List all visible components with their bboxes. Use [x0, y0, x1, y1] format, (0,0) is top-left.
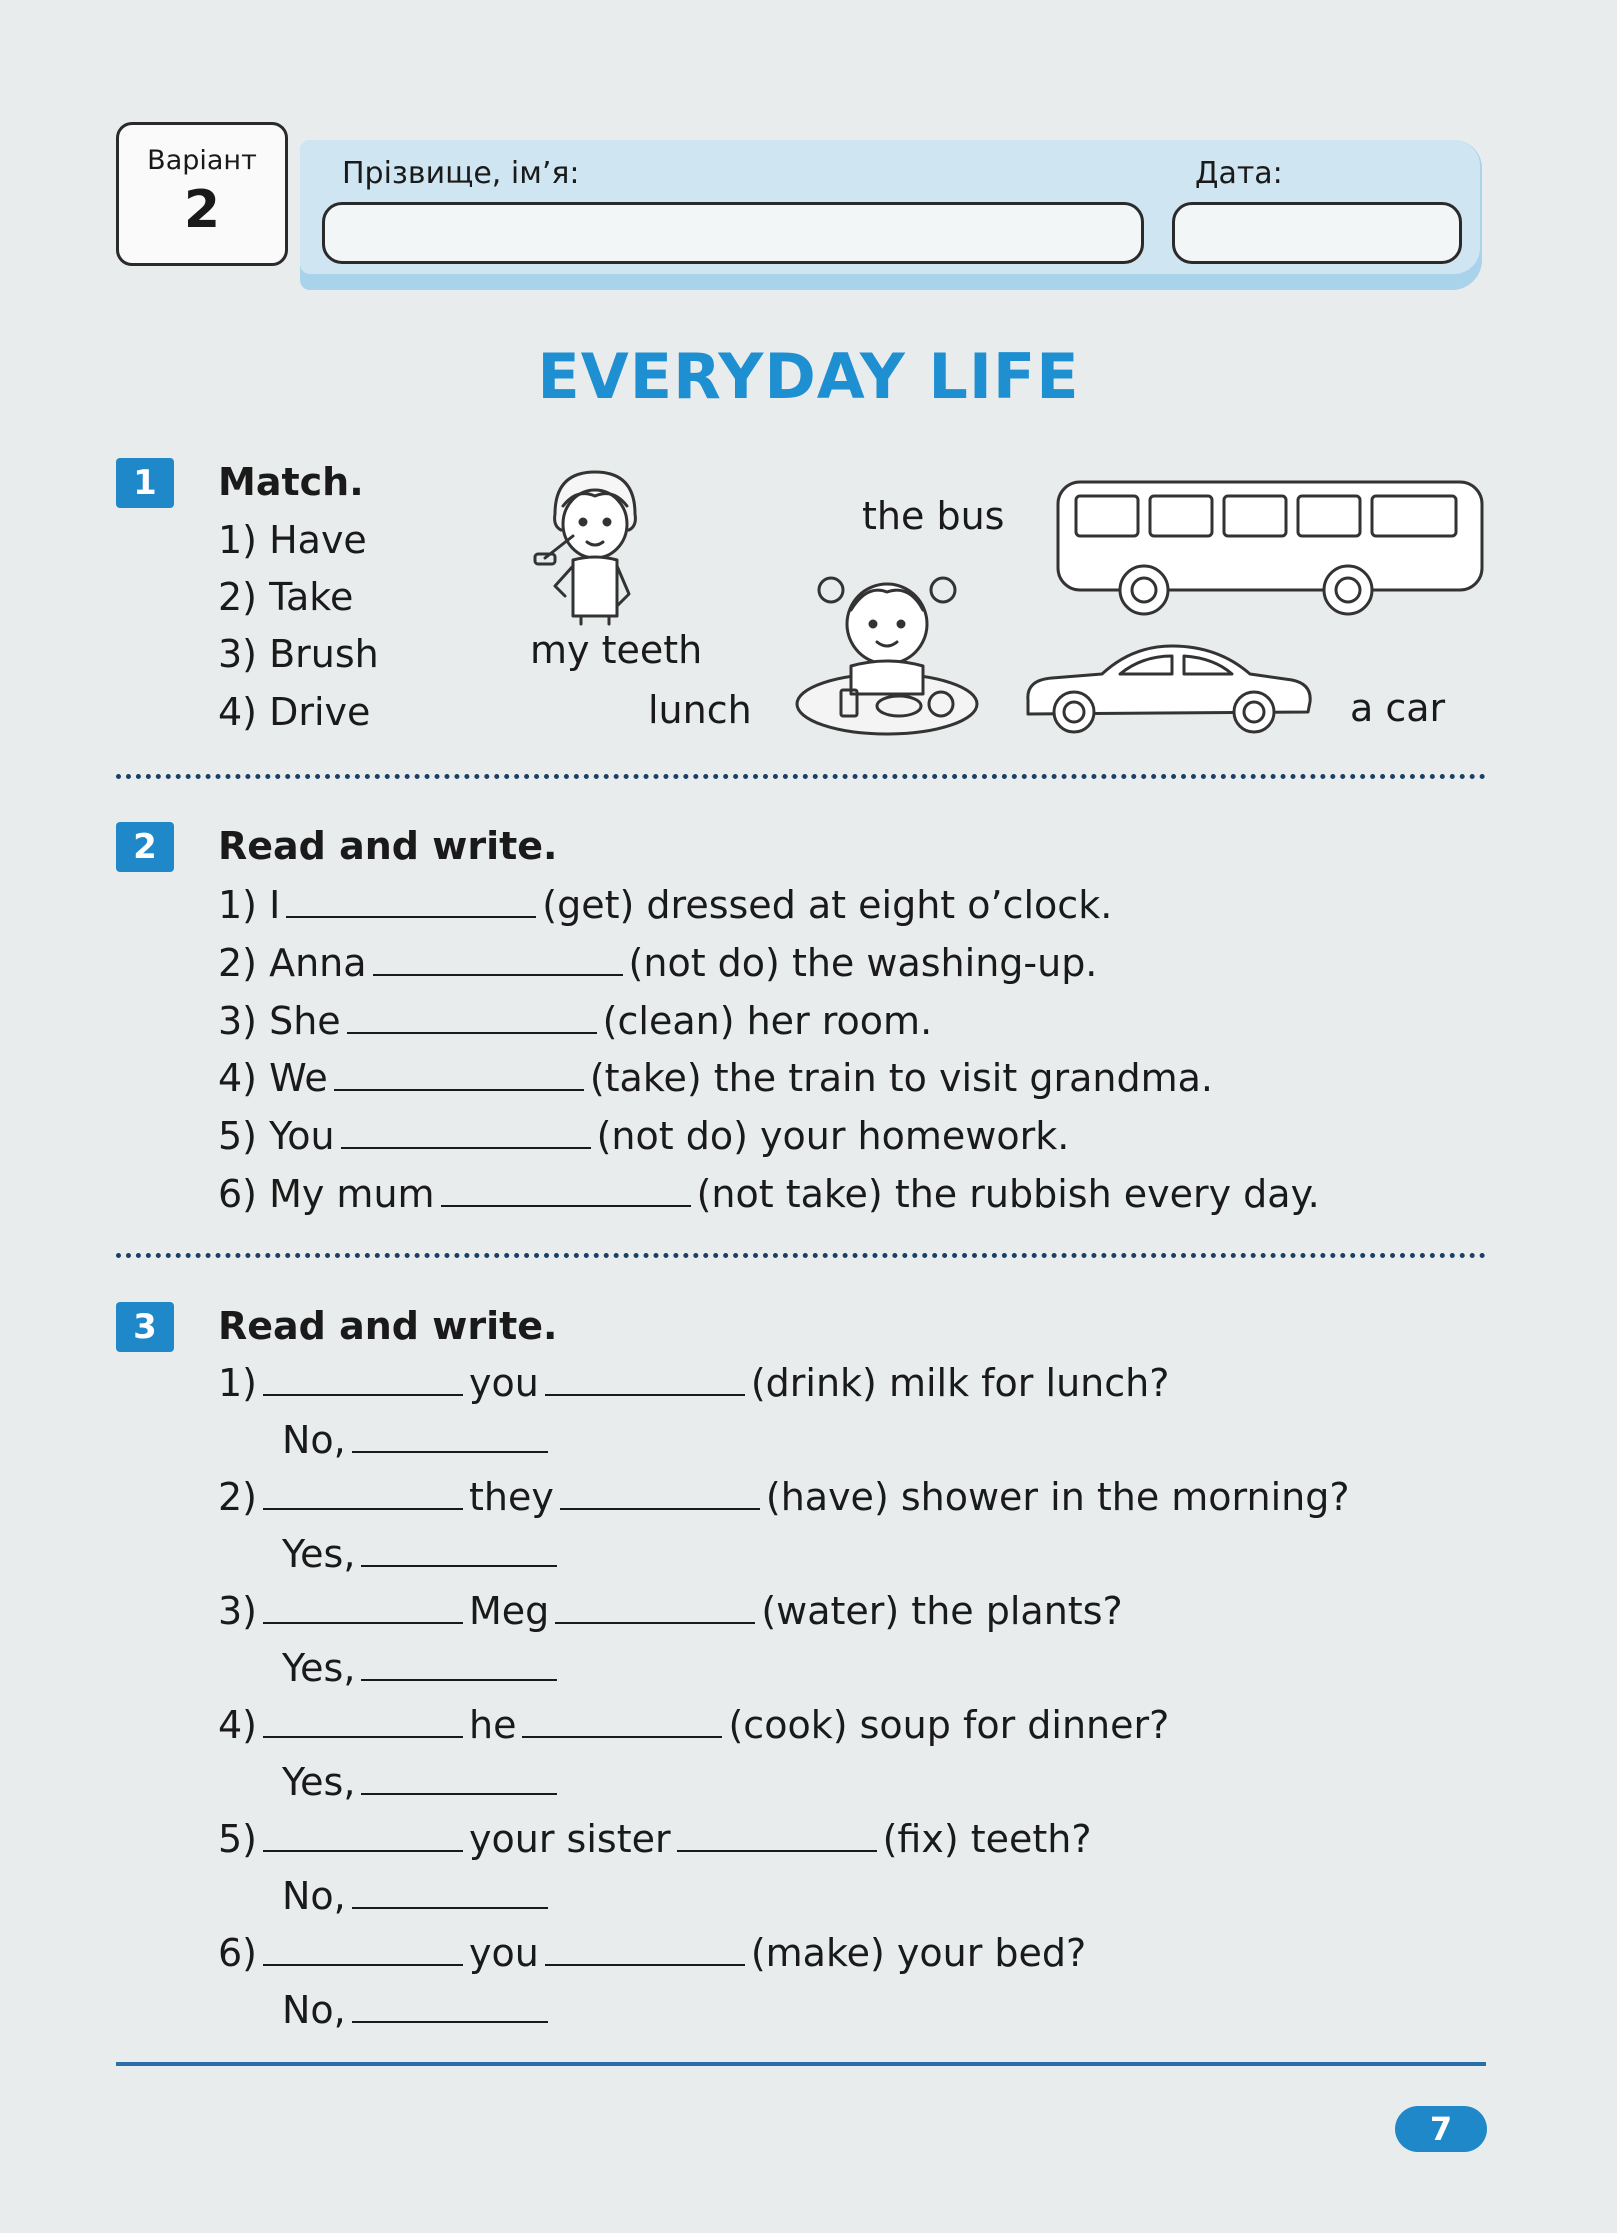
variant-box [116, 122, 288, 266]
task-2-line-2-end: (not do) the washing-up. [628, 941, 1098, 985]
task-1-number: 1 [116, 458, 174, 508]
answer-start: Yes, [282, 1760, 356, 1804]
answer-start: Yes, [282, 1646, 356, 1690]
answer-blank[interactable] [361, 1759, 557, 1795]
divider-1 [116, 774, 1486, 779]
answer-start: No, [282, 1418, 346, 1462]
question-number: 5) [218, 1817, 258, 1861]
answer-blank[interactable] [361, 1531, 557, 1567]
answer-blank[interactable] [555, 1588, 755, 1624]
question-number: 6) [218, 1931, 258, 1975]
question-subject: your sister [469, 1817, 671, 1861]
task-2-line-1-start: 1) I [218, 883, 281, 927]
task-2-number: 2 [116, 822, 174, 872]
answer-start: No, [282, 1874, 346, 1918]
answer-blank[interactable] [263, 1702, 463, 1738]
task-2-line-5-end: (not do) your homework. [596, 1114, 1070, 1158]
answer-blank[interactable] [560, 1474, 760, 1510]
answer-blank[interactable] [677, 1816, 877, 1852]
task-2-line-6-start: 6) My mum [218, 1172, 435, 1216]
question-number: 3) [218, 1589, 258, 1633]
boy-brushing-teeth-icon [525, 466, 665, 626]
question-subject: you [469, 1361, 539, 1405]
question-subject: Meg [469, 1589, 550, 1633]
task-3-answer-2 [282, 1531, 563, 1576]
task-2-line-6-end: (not take) the rubbish every day. [696, 1172, 1320, 1216]
answer-blank[interactable] [441, 1171, 691, 1207]
question-subject: he [469, 1703, 517, 1747]
answer-start: No, [282, 1988, 346, 2032]
task-2-line-2-start: 2) Anna [218, 941, 367, 985]
task-1-item-4: 4) Drive [218, 690, 371, 734]
task-3-question-5 [218, 1816, 1092, 1861]
task-3-number: 3 [116, 1302, 174, 1352]
task-3-question-2 [218, 1474, 1350, 1519]
word-the-bus: the bus [862, 494, 1005, 538]
answer-blank[interactable] [263, 1474, 463, 1510]
task-2-line-1 [218, 882, 1112, 927]
bottom-rule [116, 2062, 1486, 2066]
word-a-car: a car [1350, 686, 1446, 730]
answer-blank[interactable] [263, 1816, 463, 1852]
question-end: (cook) soup for dinner? [728, 1703, 1170, 1747]
task-2-line-1-end: (get) dressed at eight o’clock. [542, 883, 1113, 927]
answer-blank[interactable] [522, 1702, 722, 1738]
answer-blank[interactable] [352, 1987, 548, 2023]
question-end: (make) your bed? [750, 1931, 1087, 1975]
task-2-line-4-end: (take) the train to visit grandma. [589, 1056, 1213, 1100]
task-2-line-4-start: 4) We [218, 1056, 328, 1100]
answer-blank[interactable] [352, 1417, 548, 1453]
answer-blank[interactable] [334, 1055, 584, 1091]
variant-number: 2 [183, 180, 221, 240]
word-my-teeth: my teeth [530, 628, 703, 672]
date-field[interactable] [1172, 202, 1462, 264]
task-3-title: Read and write. [218, 1304, 558, 1348]
page-title: EVERYDAY LIFE [537, 340, 1080, 413]
question-number: 4) [218, 1703, 258, 1747]
answer-start: Yes, [282, 1532, 356, 1576]
answer-blank[interactable] [263, 1360, 463, 1396]
answer-blank[interactable] [341, 1113, 591, 1149]
task-3-answer-1 [282, 1417, 554, 1462]
answer-blank[interactable] [347, 998, 597, 1034]
question-number: 1) [218, 1361, 258, 1405]
task-2-line-3 [218, 998, 932, 1043]
answer-blank[interactable] [373, 940, 623, 976]
answer-blank[interactable] [545, 1360, 745, 1396]
question-end: (water) the plants? [761, 1589, 1123, 1633]
question-end: (have) shower in the morning? [765, 1475, 1350, 1519]
task-3-answer-3 [282, 1645, 563, 1690]
answer-blank[interactable] [361, 1645, 557, 1681]
question-number: 2) [218, 1475, 258, 1519]
question-subject: they [469, 1475, 554, 1519]
task-1-item-3: 3) Brush [218, 632, 379, 676]
task-2-line-3-start: 3) She [218, 999, 341, 1043]
task-2-line-4 [218, 1055, 1213, 1100]
task-3-answer-6 [282, 1987, 554, 2032]
task-2-line-3-end: (clean) her room. [602, 999, 933, 1043]
task-3-answer-5 [282, 1873, 554, 1918]
task-3-question-6 [218, 1930, 1086, 1975]
answer-blank[interactable] [286, 882, 536, 918]
car-icon [1022, 640, 1314, 736]
divider-2 [116, 1253, 1486, 1258]
answer-blank[interactable] [263, 1588, 463, 1624]
word-lunch: lunch [648, 688, 752, 732]
task-3-answer-4 [282, 1759, 563, 1804]
question-end: (fix) teeth? [882, 1817, 1092, 1861]
answer-blank[interactable] [352, 1873, 548, 1909]
answer-blank[interactable] [545, 1930, 745, 1966]
task-1-item-2: 2) Take [218, 575, 354, 619]
name-label: Прізвище, ім’я: [342, 156, 580, 191]
page-number: 7 [1395, 2106, 1487, 2152]
question-end: (drink) milk for lunch? [750, 1361, 1170, 1405]
task-2-title: Read and write. [218, 824, 558, 868]
task-2-line-5-start: 5) You [218, 1114, 335, 1158]
question-subject: you [469, 1931, 539, 1975]
task-3-question-1 [218, 1360, 1169, 1405]
task-1-item-1: 1) Have [218, 518, 367, 562]
task-2-line-2 [218, 940, 1097, 985]
task-1-title: Match. [218, 460, 364, 504]
girl-eating-lunch-icon [795, 570, 980, 738]
name-field[interactable] [322, 202, 1144, 264]
variant-label: Варіант [147, 145, 257, 176]
task-3-question-3 [218, 1588, 1123, 1633]
answer-blank[interactable] [263, 1930, 463, 1966]
date-label: Дата: [1195, 156, 1283, 191]
bus-icon [1054, 478, 1486, 618]
task-3-question-4 [218, 1702, 1169, 1747]
task-2-line-5 [218, 1113, 1069, 1158]
task-2-line-6 [218, 1171, 1320, 1216]
